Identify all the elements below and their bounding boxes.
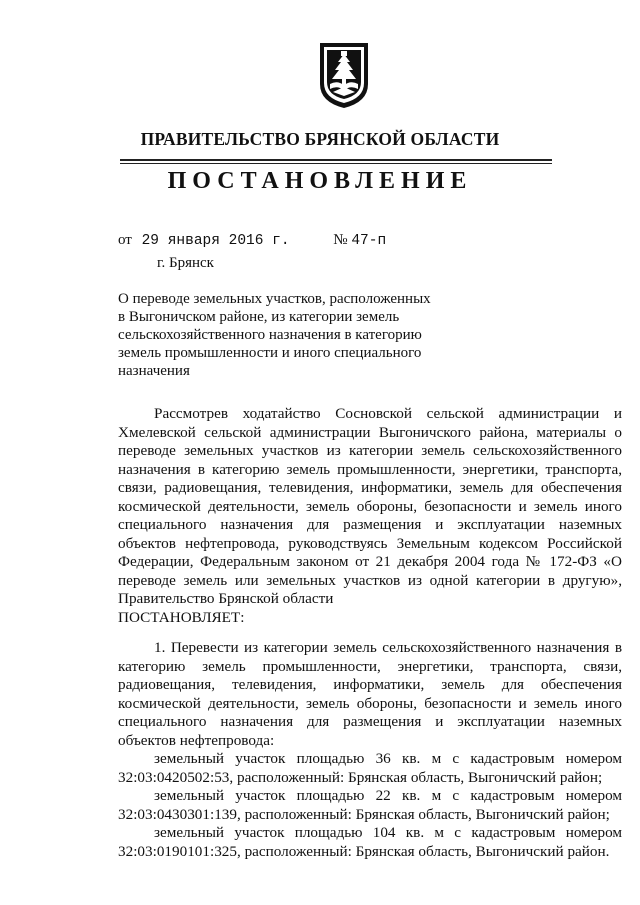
header-divider-thin xyxy=(120,163,552,164)
from-label: от xyxy=(118,232,132,248)
land-plot-item: земельный участок площадью 22 кв. м с кадастровым номером 32:03:0430301:139, расположенный: Брянская область, Выгоничский район; xyxy=(118,787,622,823)
document-subject xyxy=(118,290,433,380)
document-body xyxy=(118,405,622,861)
number-sign: № xyxy=(333,232,348,248)
coat-of-arms-emblem xyxy=(317,40,371,110)
issue-city: г. Брянск xyxy=(157,255,214,271)
land-plot-item: земельный участок площадью 104 кв. м с кадастровым номером 32:03:0190101:325, расположенный: Брянская область, Выгоничский район. xyxy=(118,824,622,860)
subject-line: земель промышленности и иного специального xyxy=(118,345,422,361)
document-date: 29 января 2016 г. xyxy=(141,233,290,249)
preamble-paragraph: Рассмотрев ходатайство Сосновской сельской администрации и Хмелевской сельской администрации Выгоничского района, материалы о переводе земельных участков из категории земель сельскохозяйственного назначения в категорию земель промышленности, энергетики, транспорта, связи, радиовещания, телевидения, информатики, земель для обеспечения космической деятельности, земель обороны, безопасности и земель иного специального назначения для размещения и эксплуатации наземных объектов нефтепровода, руководствуясь Земельным кодексом Российской Федерации, Федеральным законом от 21 декабря 2004 года № 172-ФЗ «О переводе земель или земельных участков из одной категории в другую», Правительство Брянской области xyxy=(118,405,622,607)
coat-of-arms-icon xyxy=(317,40,371,110)
document-number: 47-п xyxy=(351,233,387,249)
land-plot-item: земельный участок площадью 36 кв. м с кадастровым номером 32:03:0420502:53, расположенный: Брянская область, Выгоничский район; xyxy=(118,750,622,786)
subject-line: сельскохозяйственного назначения в категорию xyxy=(118,327,422,343)
organization-title: ПРАВИТЕЛЬСТВО БРЯНСКОЙ ОБЛАСТИ xyxy=(140,129,500,149)
resolve-word: ПОСТАНОВЛЯЕТ: xyxy=(118,608,245,626)
subject-line: назначения xyxy=(118,363,190,379)
header-divider xyxy=(120,159,552,161)
item-1-paragraph: 1. Перевести из категории земель сельскохозяйственного назначения в категорию земель промышленности, энергетики, транспорта, связи, радиовещания, телевидения, информатики, земель для обеспечения космической деятельности, земель обороны, безопасности и земель иного специального назначения для размещения и эксплуатации наземных объектов нефтепровода: xyxy=(118,639,622,749)
document-type-title: ПОСТАНОВЛЕНИЕ xyxy=(167,168,473,194)
subject-line: в Выгоничском районе, из категории земель xyxy=(118,309,400,325)
subject-line: О переводе земельных участков, расположенных xyxy=(118,291,431,307)
registration-line xyxy=(118,232,386,249)
